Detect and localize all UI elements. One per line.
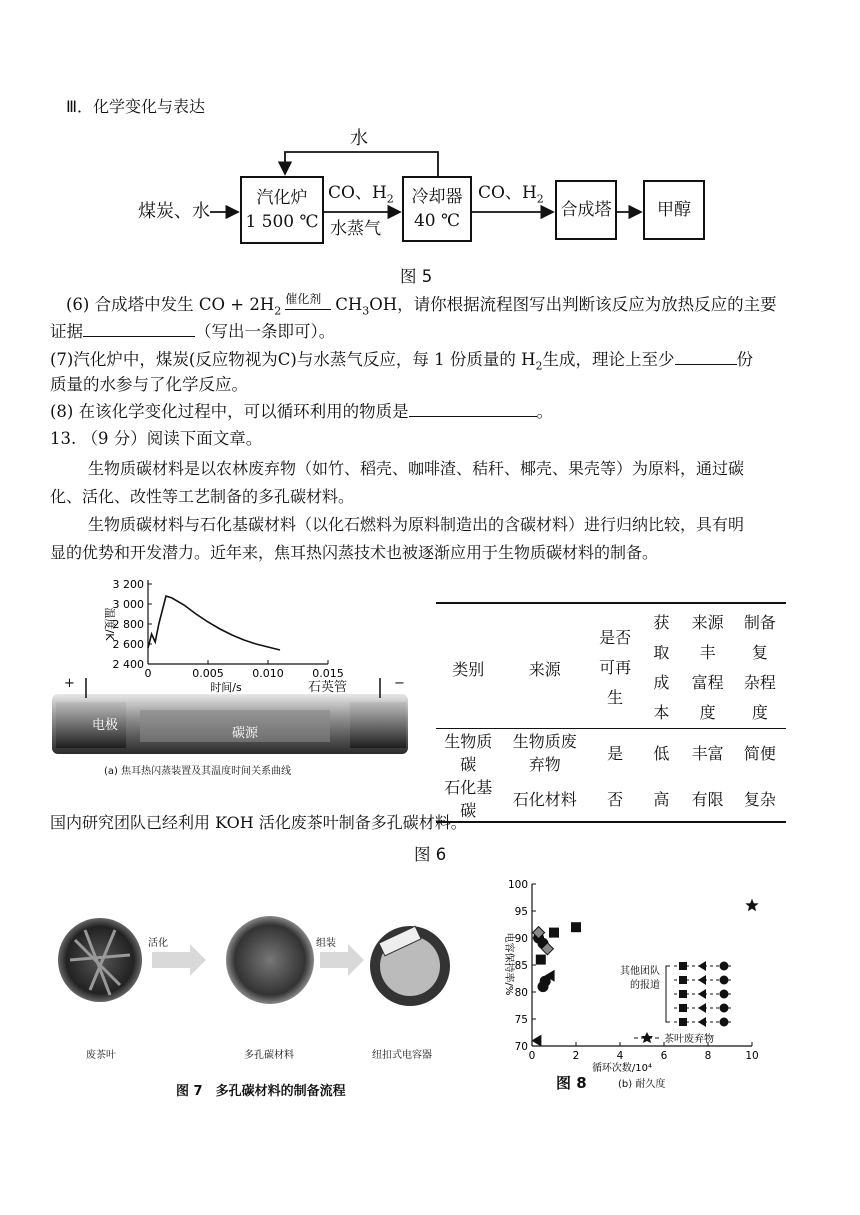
legend-marker [679,990,687,998]
question-6-line1: (6) 合成塔中发生 CO + $2H_2$ 催化剂 $CH_3OH$，请你根据流程图写出判断该反应为放热反应的主要 [66,292,777,318]
preparation-flow-images [40,900,460,1030]
legend-marker [698,1017,706,1027]
legend-star-label: 茶叶废弃物 [664,1034,714,1045]
figure-6a-subcaption: (a) 焦耳热闪蒸装置及其温度时间关系曲线 [104,766,292,777]
gasifier-temp: 1 500 ℃ [245,212,319,232]
paragraph-3: 国内研究团队已经利用 KOH 活化废茶叶制备多孔碳材料。 [50,813,467,832]
y-tick-label: 75 [514,1014,528,1026]
temperature-curve [148,596,280,650]
table-cell: 高 [653,789,670,809]
question-7-line2: 质量的水参与了化学反应。 [50,375,248,394]
legend-marker [720,990,729,999]
arrow-assembly-label: 组装 [316,938,336,949]
gasifier-box [240,176,324,244]
waste-tea-label: 废茶叶 [86,1050,116,1061]
figure-8-subcaption: (b) 耐久度 [618,1079,666,1090]
legend-bracket [666,966,670,1022]
cooler-box [402,176,472,242]
minus-label: − [394,676,405,691]
comparison-table-wrap [436,602,786,823]
data-point [549,928,559,938]
y-tick-label: 2 600 [112,638,144,651]
x-tick-label: 10 [745,1050,759,1062]
porous-carbon-label: 多孔碳材料 [244,1050,294,1061]
y-tick-label: 2 400 [112,658,144,671]
x-tick-label: 0.010 [252,667,284,680]
table-header-cell: 来源丰 富程度 [691,613,724,722]
paragraph-1-line2: 化、活化、改性等工艺制备的多孔碳材料。 [50,487,355,506]
durability-chart [484,868,784,1073]
paragraph-2-line2: 显的优势和开发潜力。近年来，焦耳热闪蒸技术也被逐渐应用于生物质碳材料的制备。 [50,543,659,562]
table-cell: 有限 [691,789,724,809]
legend-marker [698,1003,706,1013]
table-cell: 石化基碳 [444,778,493,820]
data-point [536,955,546,965]
answer-blank-7[interactable] [675,348,737,365]
y-tick-label: 3 000 [112,598,144,611]
figure-8-caption: 图 8 [556,1074,587,1092]
legend-marker [679,976,687,984]
legend-marker [720,1018,729,1027]
methanol-box [643,180,705,240]
comparison-table [436,608,786,823]
quartz-tube-label: 石英管 [308,680,348,695]
y-tick-label: 70 [514,1041,528,1053]
x-tick-label: 0 [144,667,152,680]
star-data-point [745,899,758,912]
input-label: 煤炭、水 [138,201,210,222]
y-tick-label: 95 [514,906,528,918]
x-tick-label: 0.005 [192,667,224,680]
gas-label-2: CO、$H_2$ [478,183,544,206]
paragraph-2-line1: 生物质碳材料与石化基碳材料（以化石燃料为原料制造出的含碳材料）进行归纳比较，具有明 [88,515,745,534]
legend-marker [698,961,706,971]
synthesis-tower-box [555,180,617,240]
y-axis-label: 电容保持率/% [503,932,514,996]
x-tick-label: 0 [528,1050,536,1062]
figure-5-caption: 图 5 [400,267,433,286]
paragraph-1-line1: 生物质碳材料是以农林废弃物（如竹、稻壳、咖啡渣、秸秆、椰壳、果壳等）为原料，通过碳 [88,459,745,478]
legend-marker [720,976,729,985]
table-header-cell: 是否 可再生 [599,628,632,707]
x-tick-label: 8 [704,1050,712,1062]
table-header-cell: 获取 成本 [653,613,670,722]
legend-marker [679,962,687,970]
legend-marker [698,989,706,999]
gasifier-name: 汽化炉 [256,188,308,208]
arrow-activation-label: 活化 [148,938,168,949]
legend-marker [720,962,729,971]
carbon-source-label: 碳源 [232,726,259,741]
legend-title: 其他团队 [620,966,660,977]
x-axis-label: 循环次数/10⁴ [591,1063,653,1073]
x-tick-label: 6 [660,1050,668,1062]
y-tick-label: 85 [514,960,528,972]
x-tick-label: 4 [616,1050,624,1062]
cooler-temp: 40 ℃ [413,211,461,231]
table-cell: 复杂 [743,789,776,809]
y-tick-label: 80 [514,987,528,999]
table-cell: 生物质碳 [444,732,493,774]
table-cell: 石化材料 [512,789,577,809]
table-cell: 否 [607,789,624,809]
y-axis-label: 温度/K [103,607,116,641]
methanol-name: 甲醇 [657,200,691,220]
answer-blank-6[interactable] [83,320,195,337]
electrode-label: 电极 [92,718,119,733]
x-axis-label: 时间/s [210,681,242,694]
y-tick-label: 90 [514,933,528,945]
question-6-line2: 证据 （写出一条即可）。 [50,322,336,341]
table-cell: 生物质废弃物 [512,732,577,774]
y-tick-label: 100 [507,879,528,891]
legend-star-icon [641,1032,653,1043]
cooler-name: 冷却器 [411,187,463,207]
data-point [531,1035,541,1047]
gas-label-1: CO、$H_2$ [328,183,394,206]
plus-label: + [64,676,75,691]
question-13-heading: 13. （9 分）阅读下面文章。 [50,429,263,448]
coin-capacitor-label: 纽扣式电容器 [372,1050,432,1061]
legend-marker [698,975,706,985]
data-point [571,922,581,932]
answer-blank-8[interactable] [409,400,537,417]
figure-6-caption: 图 6 [414,845,447,864]
steam-label: 水蒸气 [330,219,381,239]
table-cell: 简便 [743,743,776,763]
y-tick-label: 3 200 [112,578,144,591]
synthesis-tower-name: 合成塔 [560,200,612,220]
data-point [538,981,549,992]
x-tick-label: 0.015 [312,667,344,680]
legend-marker [720,1004,729,1013]
electrode-right-shape [350,702,406,748]
table-header-cell: 制备复 杂程度 [743,613,776,722]
table-row [436,729,786,776]
water-recycle-label: 水 [350,128,368,149]
table-header-cell: 来源 [528,659,561,679]
table-cell: 丰富 [691,743,724,763]
question-7-line1: (7)汽化炉中，煤炭(反应物视为C)与水蒸气反应，每 1 份质量的 $H_2$生成，理论上至少 份 [50,350,753,373]
table-header-row [436,608,786,729]
question-8: (8) 在该化学变化过程中，可以循环利用的物质是 。 [50,402,554,421]
porous-carbon-image [226,916,314,1004]
legend-title: 的报道 [630,980,660,991]
table-cell: 是 [607,743,624,763]
table-header-cell: 类别 [452,659,485,679]
table-cell: 低 [653,743,670,763]
table-row [436,775,786,822]
x-tick-label: 2 [572,1050,580,1062]
legend-marker [679,1018,687,1026]
figure-7-caption: 图 7 多孔碳材料的制备流程 [176,1084,346,1099]
legend-marker [679,1004,687,1012]
y-tick-label: 2 800 [112,618,144,631]
section-heading: Ⅲ．化学变化与表达 [66,97,206,116]
